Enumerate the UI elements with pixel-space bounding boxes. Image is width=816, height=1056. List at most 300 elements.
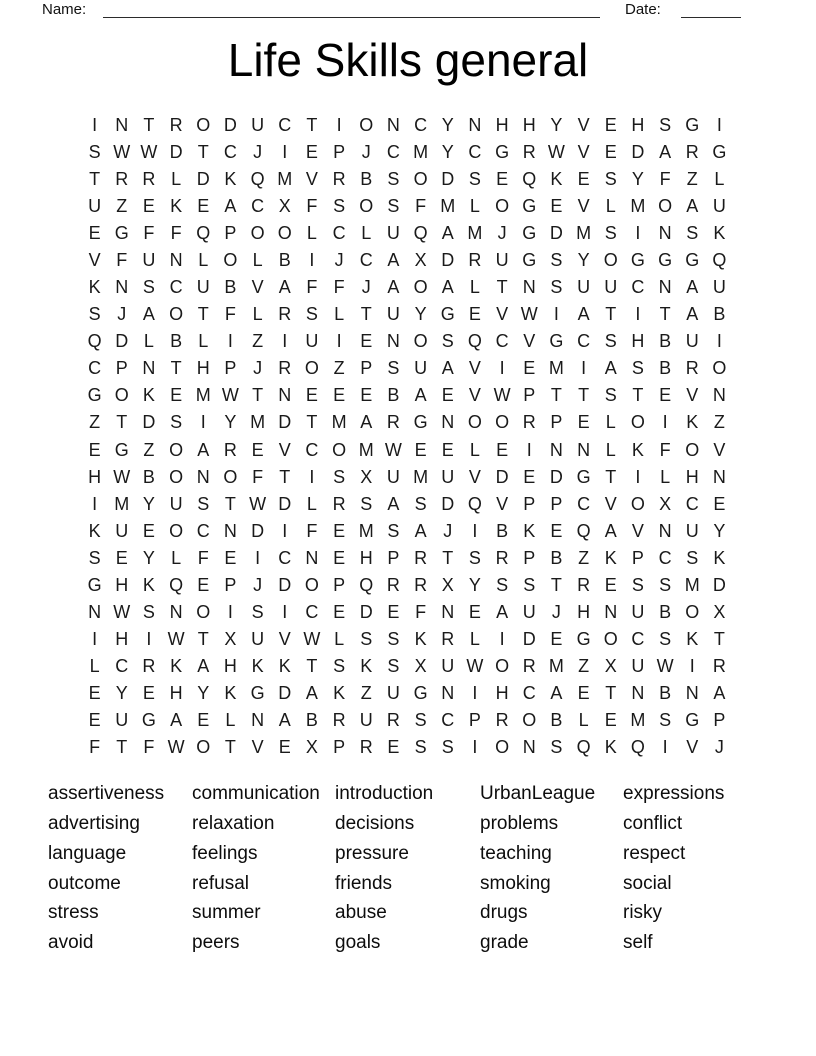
grid-letter: A xyxy=(387,493,400,514)
grid-letter: U xyxy=(712,277,726,298)
grid-letter: K xyxy=(224,168,237,189)
grid-letter: S xyxy=(550,277,563,298)
grid-letter: U xyxy=(577,277,591,298)
grid-letter: N xyxy=(196,466,210,487)
grid-letter: W xyxy=(520,304,538,325)
grid-letter: L xyxy=(225,710,236,731)
word-list-item: pressure xyxy=(335,842,409,864)
grid-letter: P xyxy=(550,493,563,514)
grid-letter: K xyxy=(523,520,536,541)
grid-letter: D xyxy=(495,466,509,487)
grid-letter: G xyxy=(658,249,673,270)
grid-letter: C xyxy=(386,141,400,162)
word-list-item: friends xyxy=(335,872,393,894)
grid-letter: B xyxy=(142,466,155,487)
word-list-item: refusal xyxy=(192,872,250,894)
grid-letter: Z xyxy=(686,168,698,189)
grid-letter: V xyxy=(251,277,264,298)
grid-letter: E xyxy=(115,547,128,568)
grid-letter: M xyxy=(358,520,374,541)
grid-letter: U xyxy=(441,656,455,677)
grid-letter: B xyxy=(550,710,563,731)
grid-letter: A xyxy=(686,277,699,298)
grid-letter: Q xyxy=(630,737,645,758)
grid-letter: O xyxy=(413,168,428,189)
grid-letter: E xyxy=(659,385,672,406)
grid-letter: G xyxy=(114,439,129,460)
grid-letter: K xyxy=(713,222,726,243)
grid-letter: S xyxy=(142,277,155,298)
grid-letter: P xyxy=(333,574,346,595)
grid-letter: M xyxy=(576,222,592,243)
word-list-item: summer xyxy=(192,902,261,924)
grid-letter: H xyxy=(522,114,536,135)
grid-letter: L xyxy=(714,168,725,189)
grid-letter: A xyxy=(224,195,237,216)
word-list-item: feelings xyxy=(192,842,258,864)
grid-letter: S xyxy=(550,249,563,270)
grid-letter: A xyxy=(441,358,454,379)
grid-letter: I xyxy=(472,520,478,541)
grid-letter: O xyxy=(495,656,510,677)
grid-letter: A xyxy=(577,304,590,325)
grid-letter: L xyxy=(89,656,100,677)
grid-letter: J xyxy=(253,141,263,162)
grid-letter: L xyxy=(171,168,182,189)
grid-letter: D xyxy=(712,574,726,595)
grid-letter: E xyxy=(441,385,454,406)
name-label: Name: xyxy=(42,1,87,18)
grid-letter: P xyxy=(224,358,237,379)
grid-letter: Q xyxy=(87,331,102,352)
date-label: Date: xyxy=(625,1,661,18)
grid-letter: E xyxy=(170,385,183,406)
grid-letter: H xyxy=(685,466,699,487)
grid-letter: K xyxy=(251,656,264,677)
grid-letter: A xyxy=(550,683,563,704)
grid-letter: P xyxy=(224,222,237,243)
grid-letter: A xyxy=(686,195,699,216)
grid-letter: P xyxy=(631,547,644,568)
grid-letter: O xyxy=(196,737,211,758)
grid-letter: E xyxy=(468,304,481,325)
grid-letter: T xyxy=(224,493,236,514)
grid-letter: H xyxy=(115,574,129,595)
grid-letter: D xyxy=(278,683,292,704)
grid-letter: A xyxy=(414,520,427,541)
grid-letter: B xyxy=(550,547,563,568)
grid-letter: T xyxy=(605,683,617,704)
grid-letter: Q xyxy=(413,222,428,243)
grid-letter: O xyxy=(359,195,374,216)
grid-letter: F xyxy=(224,304,236,325)
grid-letter: V xyxy=(686,737,699,758)
word-list-item: avoid xyxy=(48,932,94,954)
grid-letter: R xyxy=(115,168,129,189)
grid-letter: S xyxy=(414,710,427,731)
grid-letter: U xyxy=(495,249,509,270)
grid-letter: V xyxy=(577,195,590,216)
grid-letter: G xyxy=(413,683,428,704)
grid-letter: F xyxy=(143,737,155,758)
grid-letter: N xyxy=(577,439,591,460)
grid-letter: O xyxy=(169,439,184,460)
grid-letter: T xyxy=(306,656,318,677)
grid-letter: S xyxy=(88,304,101,325)
grid-letter: C xyxy=(223,141,237,162)
grid-letter: W xyxy=(113,466,131,487)
grid-letter: O xyxy=(359,114,374,135)
grid-letter: N xyxy=(115,114,129,135)
grid-letter: I xyxy=(716,114,722,135)
grid-letter: J xyxy=(443,520,453,541)
grid-letter: I xyxy=(282,520,288,541)
grid-letter: D xyxy=(549,466,563,487)
grid-letter: S xyxy=(170,412,183,433)
grid-letter: O xyxy=(467,412,482,433)
grid-letter: A xyxy=(305,683,318,704)
grid-letter: O xyxy=(603,629,618,650)
grid-letter: J xyxy=(714,737,724,758)
grid-letter: A xyxy=(659,141,672,162)
grid-letter: R xyxy=(142,656,156,677)
grid-letter: L xyxy=(306,493,317,514)
word-list-item: communication xyxy=(192,783,320,804)
grid-letter: S xyxy=(468,547,481,568)
grid-letter: E xyxy=(333,602,346,623)
grid-letter: T xyxy=(713,629,725,650)
grid-letter: D xyxy=(441,168,455,189)
grid-letter: O xyxy=(223,249,238,270)
grid-letter: E xyxy=(142,520,155,541)
grid-letter: V xyxy=(577,141,590,162)
grid-letter: R xyxy=(522,412,536,433)
grid-letter: N xyxy=(386,331,400,352)
grid-letter: E xyxy=(251,439,264,460)
grid-letter: R xyxy=(278,304,292,325)
grid-letter: N xyxy=(658,277,672,298)
grid-letter: Y xyxy=(414,304,427,325)
grid-letter: N xyxy=(441,412,455,433)
grid-letter: P xyxy=(387,547,400,568)
grid-letter: U xyxy=(115,710,129,731)
grid-letter: E xyxy=(496,168,509,189)
grid-letter: S xyxy=(387,168,400,189)
grid-letter: C xyxy=(522,683,536,704)
grid-letter: V xyxy=(577,114,590,135)
grid-letter: G xyxy=(549,331,564,352)
grid-letter: K xyxy=(333,683,346,704)
grid-letter: R xyxy=(495,710,509,731)
grid-letter: X xyxy=(604,656,617,677)
grid-letter: K xyxy=(142,385,155,406)
grid-letter: I xyxy=(282,331,288,352)
grid-letter: S xyxy=(631,574,644,595)
grid-letter: H xyxy=(169,683,183,704)
grid-letter: T xyxy=(252,385,264,406)
grid-letter: E xyxy=(333,385,346,406)
grid-letter: L xyxy=(143,331,154,352)
grid-letter: R xyxy=(495,547,509,568)
grid-letter: O xyxy=(495,737,510,758)
grid-letter: B xyxy=(360,168,373,189)
grid-letter: C xyxy=(196,520,210,541)
grid-letter: I xyxy=(92,493,98,514)
grid-letter: L xyxy=(660,466,671,487)
grid-letter: L xyxy=(469,439,480,460)
grid-letter: N xyxy=(115,277,129,298)
grid-letter: D xyxy=(359,602,373,623)
grid-letter: U xyxy=(386,222,400,243)
grid-letter: A xyxy=(170,710,183,731)
grid-letter: K xyxy=(170,195,183,216)
grid-letter: S xyxy=(659,629,672,650)
grid-letter: N xyxy=(712,466,726,487)
grid-letter: E xyxy=(387,737,400,758)
grid-letter: K xyxy=(224,683,237,704)
grid-letter: R xyxy=(223,439,237,460)
grid-letter: A xyxy=(197,656,210,677)
grid-letter: W xyxy=(303,629,321,650)
grid-letter: O xyxy=(332,439,347,460)
grid-letter: E xyxy=(713,493,726,514)
page-title: Life Skills general xyxy=(227,34,589,86)
grid-letter: O xyxy=(630,493,645,514)
grid-letter: D xyxy=(441,493,455,514)
grid-letter: I xyxy=(282,141,288,162)
grid-letter: I xyxy=(581,358,587,379)
grid-letter: N xyxy=(169,602,183,623)
grid-letter: N xyxy=(468,114,482,135)
grid-letter: N xyxy=(169,249,183,270)
grid-letter: C xyxy=(305,602,319,623)
word-list-item: grade xyxy=(480,932,529,954)
grid-letter: T xyxy=(116,737,128,758)
word-list-item: introduction xyxy=(335,783,434,804)
grid-letter: D xyxy=(278,493,292,514)
grid-letter: B xyxy=(659,358,672,379)
grid-letter: M xyxy=(277,168,293,189)
grid-letter: J xyxy=(361,277,371,298)
word-list-item: advertising xyxy=(48,812,140,834)
grid-letter: H xyxy=(359,547,373,568)
grid-letter: Q xyxy=(359,574,374,595)
grid-letter: O xyxy=(277,222,292,243)
grid-letter: T xyxy=(279,466,291,487)
grid-letter: T xyxy=(496,277,508,298)
grid-letter: G xyxy=(630,249,645,270)
grid-letter: W xyxy=(140,141,158,162)
grid-letter: L xyxy=(334,629,345,650)
grid-letter: A xyxy=(441,277,454,298)
grid-letter: T xyxy=(659,304,671,325)
grid-letter: I xyxy=(309,249,315,270)
grid-letter: E xyxy=(550,195,563,216)
grid-letter: P xyxy=(523,493,536,514)
grid-letter: V xyxy=(278,629,291,650)
grid-letter: E xyxy=(523,466,536,487)
grid-letter: T xyxy=(197,304,209,325)
grid-letter: G xyxy=(522,249,537,270)
grid-letter: O xyxy=(712,358,727,379)
grid-letter: S xyxy=(88,547,101,568)
grid-letter: R xyxy=(414,574,428,595)
grid-letter: U xyxy=(386,683,400,704)
grid-letter: E xyxy=(550,520,563,541)
grid-letter: C xyxy=(169,277,183,298)
grid-letter: S xyxy=(197,493,210,514)
grid-letter: P xyxy=(224,574,237,595)
grid-letter: O xyxy=(522,710,537,731)
grid-letter: F xyxy=(170,222,182,243)
grid-letter: E xyxy=(414,439,427,460)
word-list-item: smoking xyxy=(480,872,551,894)
word-list-column xyxy=(623,779,724,958)
grid-letter: F xyxy=(116,249,128,270)
grid-letter: X xyxy=(278,195,291,216)
grid-letter: M xyxy=(413,141,429,162)
grid-letter: S xyxy=(360,629,373,650)
grid-letter: R xyxy=(386,710,400,731)
grid-letter: E xyxy=(197,574,210,595)
grid-letter: Y xyxy=(441,114,454,135)
word-list-item: goals xyxy=(335,932,381,954)
grid-letter: C xyxy=(468,141,482,162)
grid-letter: F xyxy=(306,195,318,216)
grid-letter: T xyxy=(143,114,155,135)
grid-letter: M xyxy=(331,412,347,433)
grid-letter: D xyxy=(169,141,183,162)
grid-letter: V xyxy=(251,737,264,758)
word-list-item: assertiveness xyxy=(48,783,165,804)
grid-letter: K xyxy=(686,629,699,650)
grid-letter: K xyxy=(550,168,563,189)
grid-letter: A xyxy=(686,304,699,325)
grid-letter: S xyxy=(441,737,454,758)
grid-letter: O xyxy=(196,114,211,135)
grid-letter: F xyxy=(659,439,671,460)
grid-letter: C xyxy=(631,277,645,298)
grid-letter: T xyxy=(442,547,454,568)
grid-letter: P xyxy=(523,385,536,406)
word-list-item: UrbanLeague xyxy=(480,783,596,804)
grid-letter: L xyxy=(605,412,616,433)
grid-letter: W xyxy=(113,141,131,162)
grid-letter: R xyxy=(332,710,346,731)
grid-letter: J xyxy=(253,574,263,595)
grid-letter: U xyxy=(386,466,400,487)
grid-letter: S xyxy=(468,168,481,189)
grid-letter: L xyxy=(361,222,372,243)
grid-letter: R xyxy=(685,358,699,379)
grid-letter: U xyxy=(88,195,102,216)
grid-letter: F xyxy=(333,277,345,298)
grid-letter: V xyxy=(468,358,481,379)
grid-letter: F xyxy=(89,737,101,758)
grid-letter: C xyxy=(359,249,373,270)
word-list-item: stress xyxy=(48,902,99,924)
grid-letter: P xyxy=(333,141,346,162)
grid-letter: U xyxy=(169,493,183,514)
word-list-item: peers xyxy=(192,932,240,954)
grid-letter: M xyxy=(440,195,456,216)
grid-letter: Z xyxy=(578,547,590,568)
grid-letter: V xyxy=(713,439,726,460)
grid-letter: K xyxy=(88,277,101,298)
grid-letter: N xyxy=(522,737,536,758)
grid-letter: C xyxy=(278,547,292,568)
grid-letter: N xyxy=(88,602,102,623)
word-list-item: social xyxy=(623,872,672,894)
word-list-item: conflict xyxy=(623,812,683,834)
grid-letter: W xyxy=(167,629,185,650)
grid-letter: E xyxy=(88,222,101,243)
grid-letter: D xyxy=(251,520,265,541)
grid-letter: M xyxy=(630,195,646,216)
grid-letter: T xyxy=(550,385,562,406)
grid-letter: Z xyxy=(143,439,155,460)
grid-letter: E xyxy=(197,710,210,731)
grid-letter: S xyxy=(631,358,644,379)
grid-letter: A xyxy=(278,710,291,731)
grid-letter: L xyxy=(171,547,182,568)
grid-letter: F xyxy=(415,195,427,216)
grid-letter: O xyxy=(169,304,184,325)
grid-letter: E xyxy=(468,602,481,623)
grid-letter: P xyxy=(360,358,373,379)
grid-letter: I xyxy=(227,331,233,352)
grid-letter: F xyxy=(415,602,427,623)
grid-letter: Y xyxy=(142,493,155,514)
grid-letter: G xyxy=(522,195,537,216)
grid-letter: A xyxy=(604,520,617,541)
grid-letter: T xyxy=(632,385,644,406)
word-list-item: self xyxy=(623,932,653,954)
grid-letter: E xyxy=(577,168,590,189)
grid-letter: M xyxy=(195,385,211,406)
grid-letter: G xyxy=(87,385,102,406)
grid-letter: E xyxy=(523,358,536,379)
grid-letter: N xyxy=(386,114,400,135)
grid-letter: S xyxy=(387,358,400,379)
grid-letter: E xyxy=(333,520,346,541)
grid-letter: W xyxy=(547,141,565,162)
grid-letter: S xyxy=(387,195,400,216)
grid-letter: R xyxy=(142,168,156,189)
grid-letter: E xyxy=(360,331,373,352)
grid-letter: Z xyxy=(578,656,590,677)
grid-letter: M xyxy=(250,412,266,433)
grid-letter: A xyxy=(360,412,373,433)
grid-letter: C xyxy=(115,656,129,677)
grid-letter: I xyxy=(635,466,641,487)
grid-letter: D xyxy=(115,331,129,352)
grid-letter: Z xyxy=(713,412,725,433)
grid-letter: T xyxy=(89,168,101,189)
grid-letter: I xyxy=(689,656,695,677)
grid-letter: T xyxy=(550,574,562,595)
grid-letter: R xyxy=(332,168,346,189)
grid-letter: S xyxy=(604,385,617,406)
grid-letter: T xyxy=(116,412,128,433)
word-list-column xyxy=(480,779,623,958)
word-list-item: decisions xyxy=(335,812,415,834)
grid-letter: U xyxy=(631,656,645,677)
grid-letter: N xyxy=(441,683,455,704)
grid-letter: E xyxy=(224,547,237,568)
grid-letter: W xyxy=(221,385,239,406)
grid-letter: B xyxy=(305,710,318,731)
